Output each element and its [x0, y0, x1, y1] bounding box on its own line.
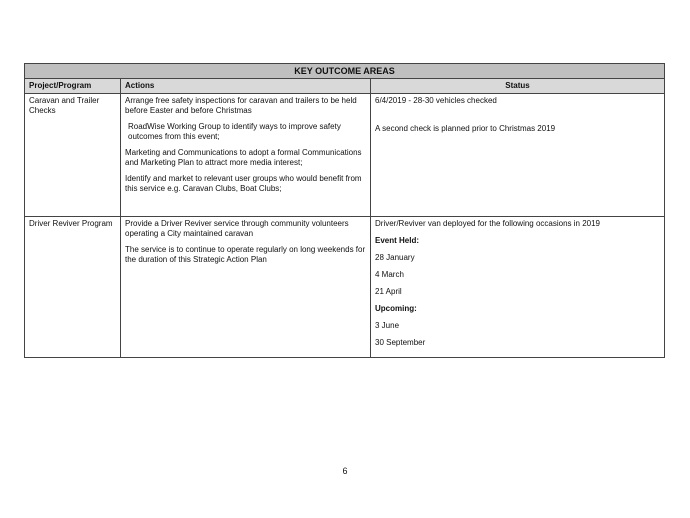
header-actions: Actions	[121, 79, 371, 94]
status-item: Driver/Reviver van deployed for the following occasions in 2019	[375, 219, 601, 228]
status-item: 30 September	[375, 338, 426, 347]
actions-cell	[121, 217, 371, 358]
table-row	[25, 94, 665, 217]
project-cell: Driver Reviver Program	[25, 217, 121, 358]
status-item: 6/4/2019 - 28-30 vehicles checked	[375, 96, 497, 105]
status-heading: Event Held:	[375, 236, 420, 245]
actions-cell	[121, 94, 371, 217]
project-cell: Caravan and Trailer Checks	[25, 94, 121, 217]
table-title-row	[25, 64, 665, 79]
page-number: 6	[342, 466, 348, 476]
status-item: 21 April	[375, 287, 402, 296]
status-heading: Upcoming:	[375, 304, 417, 313]
table-header-row	[25, 79, 665, 94]
header-project: Project/Program	[25, 79, 121, 94]
action-item: RoadWise Working Group to identify ways to improve safety outcomes from this event;	[128, 122, 341, 141]
key-outcome-areas-table	[24, 63, 665, 358]
table-title: KEY OUTCOME AREAS	[25, 64, 665, 79]
action-item: Provide a Driver Reviver service through community volunteers operating a City maintained caravan	[125, 219, 349, 238]
status-cell	[371, 217, 665, 358]
status-item: 28 January	[375, 253, 415, 262]
action-item: Identify and market to relevant user groups who would benefit from this service e.g. Caravan Clubs, Boat Clubs;	[125, 174, 362, 193]
status-item: 3 June	[375, 321, 400, 330]
action-item: Arrange free safety inspections for caravan and trailers to be held before Easter and before Christmas	[125, 96, 357, 115]
status-cell	[371, 94, 665, 217]
status-item: 4 March	[375, 270, 404, 279]
action-item: Marketing and Communications to adopt a formal Communications and Marketing Plan to attract more media interest;	[125, 148, 362, 167]
header-status: Status	[371, 79, 665, 94]
status-item: A second check is planned prior to Christmas 2019	[375, 124, 556, 133]
action-item: The service is to continue to operate regularly on long weekends for the duration of this Strategic Action Plan	[125, 245, 366, 264]
table-row	[25, 217, 665, 358]
